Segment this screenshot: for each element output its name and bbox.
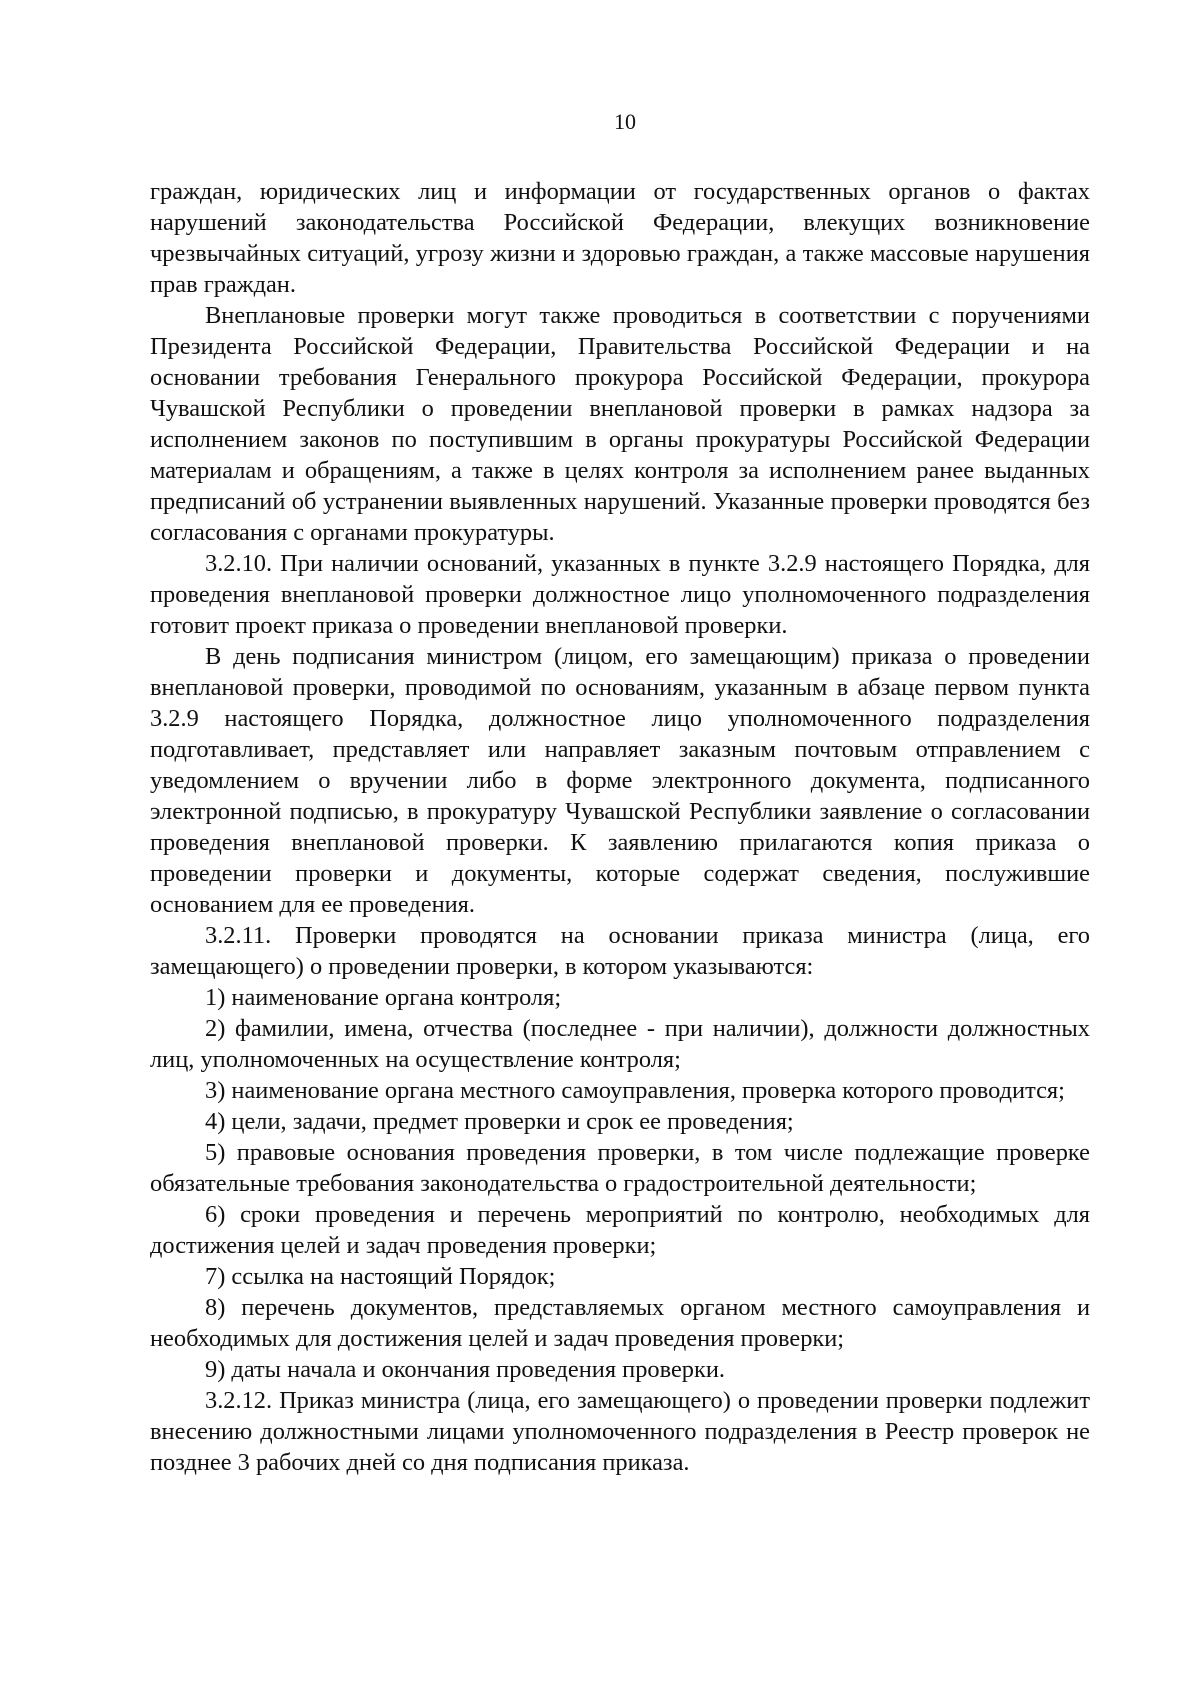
paragraph-3-2-12: 3.2.12. Приказ министра (лица, его замещающего) о проведении проверки подлежит внесению должностными лицами уполномоченного подразделения в Реестр проверок не позднее 3 рабочих дней со дня подписания приказа. <box>150 1387 1090 1476</box>
list-item-3: 3) наименование органа местного самоуправления, проверка которого проводится; <box>205 1077 1065 1104</box>
list-item-1: 1) наименование органа контроля; <box>205 984 562 1011</box>
document-body <box>150 176 1090 1478</box>
page-number: 10 <box>614 109 636 134</box>
paragraph-signing-day: В день подписания министром (лицом, его замещающим) приказа о проведении внеплановой проверки, проводимой по основаниям, указанным в абзаце первом пункта 3.2.9 настоящего Порядка, должностное лицо уполномоченного подразделения подготавливает, представляет или направляет заказным почтовым отправлением с уведомлением о вручении либо в форме электронного документа, подписанного электронной подписью, в прокуратуру Чувашской Республики заявление о согласовании проведения внеплановой проверки. К заявлению прилагаются копия приказа о проведении проверки и документы, которые содержат сведения, послужившие основанием для ее проведения. <box>150 643 1090 918</box>
list-item-5: 5) правовые основания проведения проверки, в том числе подлежащие проверке обязательные требования законодательства о градостроительной деятельности; <box>150 1139 1090 1197</box>
list-item-4: 4) цели, задачи, предмет проверки и срок ее проведения; <box>205 1108 794 1135</box>
list-item-7: 7) ссылка на настоящий Порядок; <box>205 1263 556 1290</box>
list-item-6: 6) сроки проведения и перечень мероприятий по контролю, необходимых для достижения целей и задач проведения проверки; <box>150 1201 1090 1259</box>
paragraph-3-2-11: 3.2.11. Проверки проводятся на основании приказа министра (лица, его замещающего) о проведении проверки, в котором указываются: <box>150 922 1090 980</box>
paragraph-unplanned-inspections: Внеплановые проверки могут также проводиться в соответствии с поручениями Президента Российской Федерации, Правительства Российской Федерации и на основании требования Генерального прокурора Российской Федерации, прокурора Чувашской Республики о проведении внеплановой проверки в рамках надзора за исполнением законов по поступившим в органы прокуратуры Российской Федерации материалам и обращениям, а также в целях контроля за исполнением ранее выданных предписаний об устранении выявленных нарушений. Указанные проверки проводятся без согласования с органами прокуратуры. <box>150 302 1090 546</box>
paragraph-continued: граждан, юридических лиц и информации от государственных органов о фактах нарушений законодательства Российской Федерации, влекущих возникновение чрезвычайных ситуаций, угрозу жизни и здоровью граждан, а также массовые нарушения прав граждан. <box>150 178 1090 298</box>
list-item-2: 2) фамилии, имена, отчества (последнее - при наличии), должности должностных лиц, уполномоченных на осуществление контроля; <box>150 1015 1090 1073</box>
list-item-9: 9) даты начала и окончания проведения проверки. <box>205 1356 726 1383</box>
list-item-8: 8) перечень документов, представляемых органом местного самоуправления и необходимых для достижения целей и задач проведения проверки; <box>150 1294 1090 1352</box>
paragraph-3-2-10: 3.2.10. При наличии оснований, указанных в пункте 3.2.9 настоящего Порядка, для проведения внеплановой проверки должностное лицо уполномоченного подразделения готовит проект приказа о проведении внеплановой проверки. <box>150 550 1090 639</box>
